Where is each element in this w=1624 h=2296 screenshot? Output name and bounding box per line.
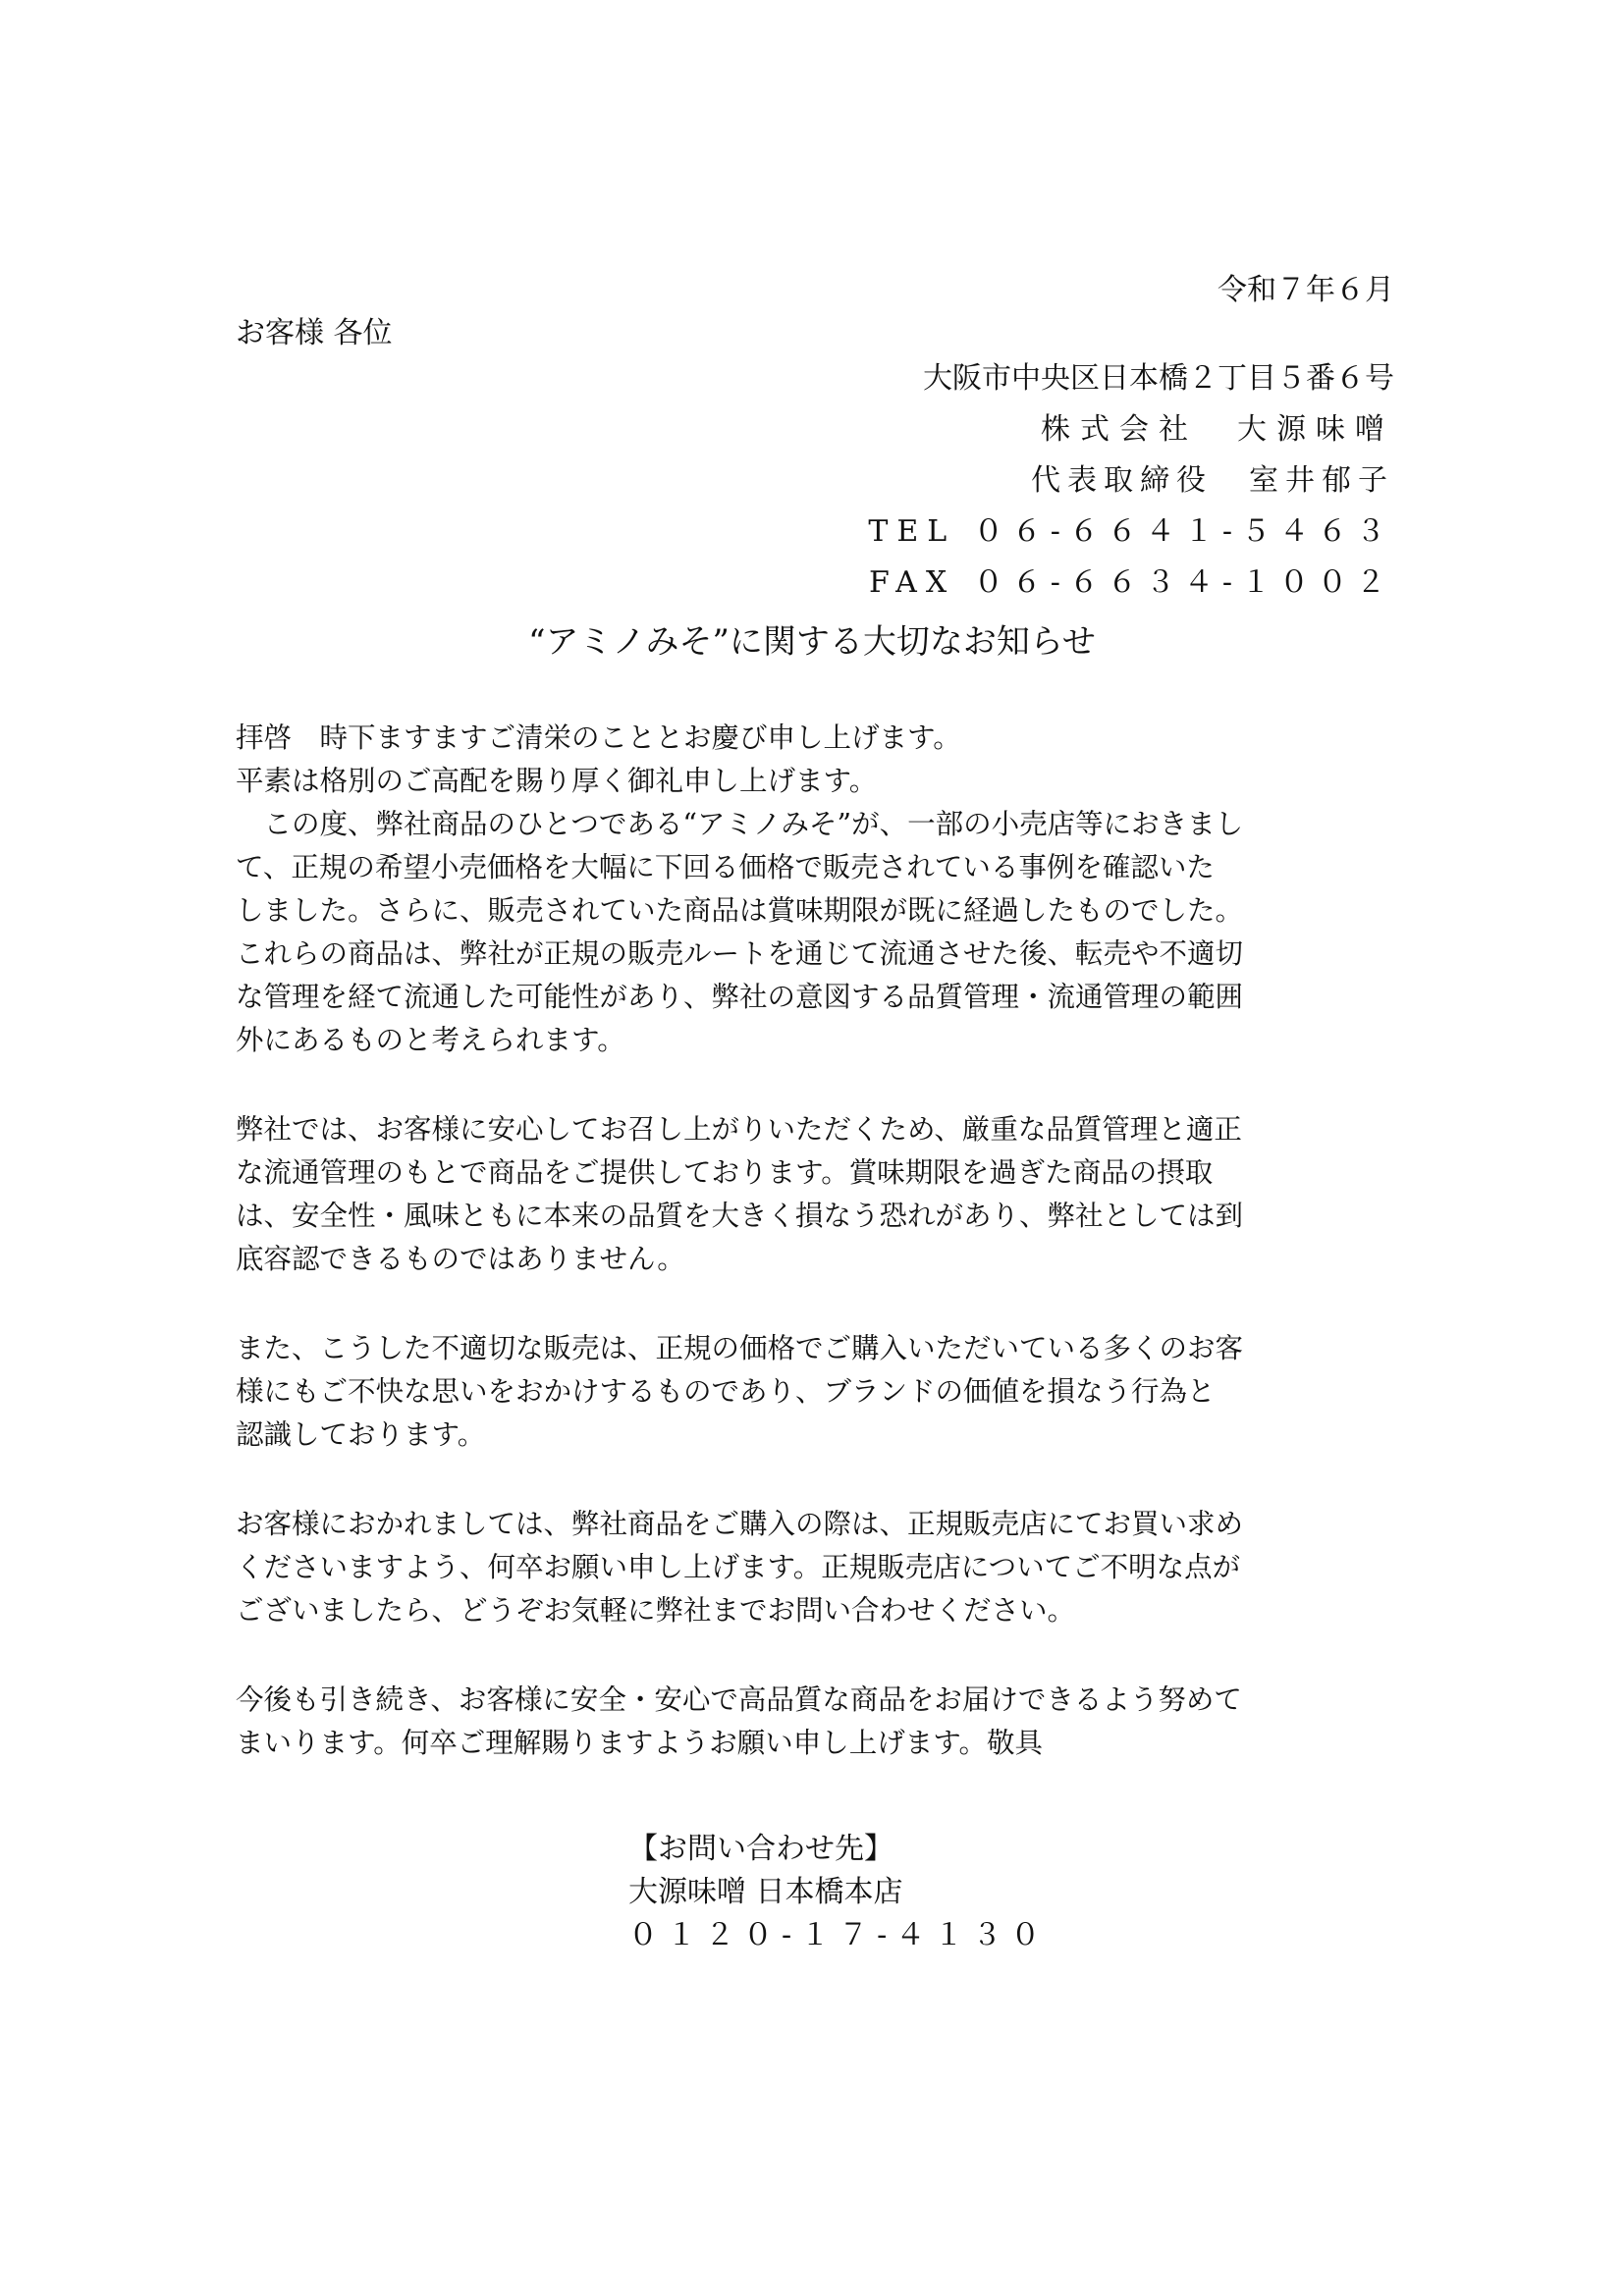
paragraph	[236, 717, 1394, 1062]
body-line: ございましたら、どうぞお気軽に弊社までお問い合わせください。	[236, 1594, 1076, 1627]
body-line: 今後も引き続き、お客様に安全・安心で高品質な商品をお届けできるよう努めて	[236, 1683, 1242, 1716]
sender-block	[868, 353, 1394, 609]
body-line: な流通管理のもとで商品をご提供しております。賞味期限を過ぎた商品の摂取	[236, 1156, 1214, 1189]
recipient: お客様 各位	[236, 316, 393, 350]
body-line: 認識しております。	[236, 1418, 486, 1451]
paragraph	[236, 1679, 1394, 1765]
body-line: 外にあるものと考えられます。	[236, 1024, 625, 1056]
sender-fax: FAX ０６-６６３４-１００２	[868, 565, 1394, 600]
body-line: この度、弊社商品のひとつである“アミノみそ”が、一部の小売店等におきまし	[236, 808, 1244, 840]
paragraph	[236, 1327, 1394, 1457]
body-line: しました。さらに、販売されていた商品は賞味期限が既に経過したものでした。	[236, 894, 1244, 927]
body-line: お客様におかれましては、弊社商品をご購入の際は、正規販売店にてお買い求め	[236, 1508, 1244, 1540]
contact-phone: ０１２０-１７-４１３０	[628, 1918, 1050, 1952]
sender-tel: TEL ０６-６６４１-５４６３	[868, 514, 1394, 549]
paragraph-gap	[236, 1632, 1394, 1679]
paragraph-gap	[236, 1062, 1394, 1108]
paragraph	[236, 1503, 1394, 1632]
body-line: な管理を経て流通した可能性があり、弊社の意図する品質管理・流通管理の範囲	[236, 981, 1244, 1013]
body-line: くださいますよう、何卒お願い申し上げます。正規販売店についてご不明な点が	[236, 1551, 1241, 1583]
paragraph-gap	[236, 1281, 1394, 1327]
body-line: は、安全性・風味ともに本来の品質を大きく損なう恐れがあり、弊社としては到	[236, 1200, 1244, 1232]
body-line: これらの商品は、弊社が正規の販売ルートを通じて流通させた後、転売や不適切	[236, 937, 1244, 970]
letter-body	[236, 717, 1394, 1765]
sender-address: 大阪市中央区日本橋２丁目５番６号	[923, 361, 1394, 396]
paragraph-gap	[236, 1457, 1394, 1503]
body-line: また、こうした不適切な販売は、正規の価格でご購入いただいている多くのお客	[236, 1332, 1244, 1364]
body-line: 平素は格別のご高配を賜り厚く御礼申し上げます。	[236, 765, 878, 797]
body-line: 様にもご不快な思いをおかけするものであり、ブランドの価値を損なう行為と	[236, 1375, 1216, 1408]
contact-heading: 【お問い合わせ先】	[628, 1832, 893, 1866]
body-line: 拝啓 時下ますますご清栄のこととお慶び申し上げます。	[236, 721, 961, 754]
letter-date: 令和７年６月	[1218, 273, 1394, 307]
body-line: まいります。何卒ご理解賜りますようお願い申し上げます。敬具	[236, 1727, 1043, 1759]
paragraph	[236, 1108, 1394, 1281]
body-line: 弊社では、お客様に安心してお召し上がりいただくため、厳重な品質管理と適正	[236, 1113, 1242, 1146]
contact-block	[628, 1828, 1049, 1957]
contact-store: 大源味噌 日本橋本店	[628, 1875, 903, 1909]
body-line: 底容認できるものではありません。	[236, 1243, 685, 1275]
sender-representative: 代表取締役 室井郁子	[1031, 463, 1394, 498]
body-line: て、正規の希望小売価格を大幅に下回る価格で販売されている事例を確認いた	[236, 851, 1215, 883]
sender-company: 株式会社 大源味噌	[1041, 412, 1394, 447]
notice-title: “アミノみそ”に関する大切なお知らせ	[528, 622, 1096, 662]
